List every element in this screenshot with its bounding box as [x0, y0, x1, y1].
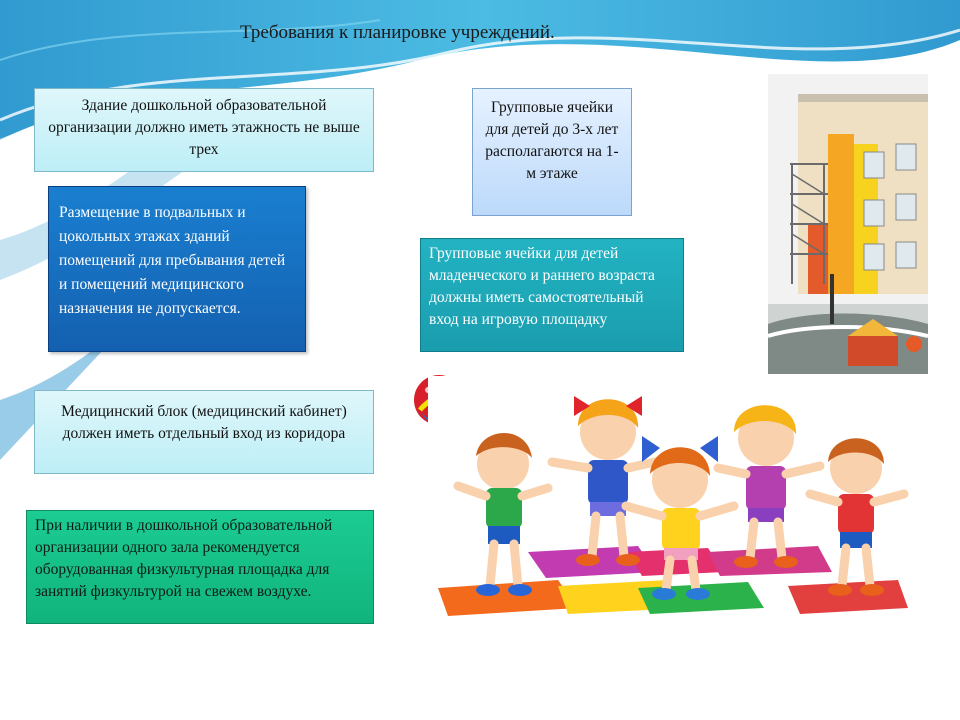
floors-requirement-box: Здание дошкольной образовательной организации должно иметь этажность не выше трех — [34, 88, 374, 172]
toddler-groups-box: Групповые ячейки для детей до 3-х лет располагаются на 1-м этаже — [472, 88, 632, 216]
gym-area-box: При наличии в дошкольной образовательной организации одного зала рекомендуется оборудованная физкультурная площадка для занятий физкультурой на свежем воздухе. — [26, 510, 374, 624]
infant-groups-box: Групповые ячейки для детей младенческого и раннего возраста должны иметь самостоятельный вход на игровую площадку — [420, 238, 684, 352]
medical-block-box: Медицинский блок (медицинский кабинет) должен иметь отдельный вход из коридора — [34, 390, 374, 474]
basement-requirement-box: Размещение в подвальных и цокольных этажах зданий помещений для пребывания детей и помещений медицинского назначения не допускается. — [48, 186, 306, 352]
children-exercising-picture — [428, 376, 916, 620]
kindergarten-building-picture — [768, 74, 928, 374]
slide-title: Требования к планировке учреждений. — [240, 22, 555, 43]
